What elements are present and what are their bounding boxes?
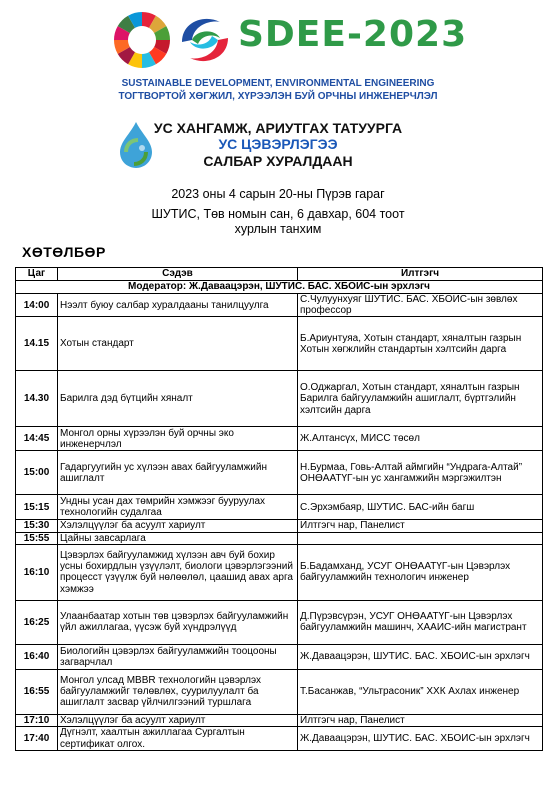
- session-venue: ШУТИС, Төв номын сан, 6 давхар, 604 тоот: [151, 207, 405, 221]
- subtitle-english: SUSTAINABLE DEVELOPMENT, ENVIRONMENTAL ENGINEERING: [121, 78, 435, 89]
- moderator-row: [16, 281, 543, 294]
- time-cell: 17:10: [16, 714, 58, 726]
- session-venue-room: хурлын танхим: [234, 222, 322, 236]
- speaker-cell: Илтгэгч нар, Панелист: [298, 714, 543, 726]
- topic-cell: Монгол улсад MBBR технологийн цэвэрлэх байгууламжийг төлөвлөх, суурилуулалт ба ашиглалт засвар үйлчилгээний туршлага: [58, 669, 298, 714]
- topic-cell: Хэлэлцүүлэг ба асуулт хариулт: [58, 520, 298, 532]
- topic-cell: Нээлт буюу салбар хуралдааны танилцуулга: [58, 294, 298, 317]
- table-row: [16, 600, 543, 644]
- time-cell: 14.30: [16, 371, 58, 427]
- time-cell: 15:55: [16, 532, 58, 544]
- speaker-cell: Т.Басанжав, “Ультрасоник” ХХК Ахлах инженер: [298, 669, 543, 714]
- speaker-cell: Д.Пүрэвсүрэн, УСУГ ОНӨААТҮГ-ын Цэвэрлэх байгууламжийн машинч, ХААИС-ийн магистрант: [298, 600, 543, 644]
- session-title-line1: УС ХАНГАМЖ, АРИУТГАХ ТАТУУРГА: [153, 120, 403, 136]
- table-row: [16, 317, 543, 371]
- speaker-cell: Илтгэгч нар, Панелист: [298, 520, 543, 532]
- topic-cell: Цайны завсарлага: [58, 532, 298, 544]
- topic-cell: Цэвэрлэх байгууламжид хүлээн авч буй бохир усны бохирдлын үзүүлэлт, биологи цэвэрлэгээний процесст үзүүлж буй нөлөөлөл, цаашид авах арга хэмжээ: [58, 544, 298, 600]
- column-header-topic: Сэдэв: [58, 268, 298, 281]
- speaker-cell: С.Чулуунхуяг ШУТИС. БАС. ХБОИС-ын зөвлөх профессор: [298, 294, 543, 317]
- speaker-cell: О.Оджаргал, Хотын стандарт, хяналтын газрын Барилга байгууламжийн ашиглалт, бүртгэлийн хэлтсийн дарга: [298, 371, 543, 427]
- program-table: [15, 267, 543, 751]
- table-header-row: [16, 268, 543, 281]
- speaker-cell: Б.Бадамханд, УСУГ ОНӨААТҮГ-ын Цэвэрлэх байгууламжийн технологич инженер: [298, 544, 543, 600]
- time-cell: 14:00: [16, 294, 58, 317]
- table-row: [16, 371, 543, 427]
- topic-cell: Биологийн цэвэрлэх байгууламжийн тооцооны загварчлал: [58, 644, 298, 669]
- time-cell: 15:00: [16, 451, 58, 495]
- speaker-cell: Ж.Даваацэрэн, ШУТИС. БАС. ХБОИС-ын эрхлэгч: [298, 727, 543, 751]
- swirl-emblem-icon: [174, 12, 236, 68]
- time-cell: 16:55: [16, 669, 58, 714]
- topic-cell: Дүгнэлт, хаалтын ажиллагаа Сургалтын сертификат олгох.: [58, 727, 298, 751]
- subtitle-mongolian: ТОГТВОРТОЙ ХӨГЖИЛ, ХҮРЭЭЛЭН БУЙ ОРЧНЫ ИНЖЕНЕРЧЛЭЛ: [118, 91, 438, 102]
- table-row: [16, 669, 543, 714]
- speaker-cell: Н.Бурмаа, Говь-Алтай аймгийн “Ундрага-Алтай” ОНӨААТҮГ-ын ус хангамжийн мэргэжилтэн: [298, 451, 543, 495]
- speaker-cell: Ж.Даваацэрэн, ШУТИС. БАС. ХБОИС-ын эрхлэгч: [298, 644, 543, 669]
- session-date: 2023 оны 4 сарын 20-ны Пүрэв гараг: [171, 187, 385, 201]
- table-row: [16, 532, 543, 544]
- table-row: [16, 451, 543, 495]
- time-cell: 16:25: [16, 600, 58, 644]
- table-row: [16, 427, 543, 451]
- speaker-cell: Ж.Алтансүх, МИСС төсөл: [298, 427, 543, 451]
- topic-cell: Улаанбаатар хотын төв цэвэрлэх байгууламжийн үйл ажиллагаа, үүсэж буй хүндрэлүүд: [58, 600, 298, 644]
- time-cell: 15:30: [16, 520, 58, 532]
- time-cell: 17:40: [16, 727, 58, 751]
- topic-cell: Хэлэлцүүлэг ба асуулт хариулт: [58, 714, 298, 726]
- session-title-line2: УС ЦЭВЭРЛЭГЭЭ: [218, 136, 338, 152]
- topic-cell: Ундны усан дах төмрийн хэмжээг бууруулах технологийн судалгаа: [58, 495, 298, 520]
- speaker-cell: [298, 532, 543, 544]
- topic-cell: Хотын стандарт: [58, 317, 298, 371]
- table-row: [16, 520, 543, 532]
- time-cell: 16:40: [16, 644, 58, 669]
- conference-header: [0, 0, 556, 112]
- time-cell: 16:10: [16, 544, 58, 600]
- topic-cell: Монгол орны хүрээлэн буй орчны эко инженерчлэл: [58, 427, 298, 451]
- moderator-cell: Модератор: Ж.Даваацэрэн, ШУТИС. БАС. ХБОИС-ын эрхлэгч: [16, 281, 543, 294]
- table-row: [16, 294, 543, 317]
- column-header-time: Цаг: [16, 268, 58, 281]
- program-title: ХӨТӨЛБӨР: [22, 244, 106, 260]
- time-cell: 14.15: [16, 317, 58, 371]
- topic-cell: Барилга дэд бүтцийн хяналт: [58, 371, 298, 427]
- column-header-speaker: Илтгэгч: [298, 268, 543, 281]
- time-cell: 15:15: [16, 495, 58, 520]
- speaker-cell: Б.Ариунтуяа, Хотын стандарт, хяналтын газрын Хотын хөгжлийн стандартын хэлтсийн дарга: [298, 317, 543, 371]
- table-row: [16, 644, 543, 669]
- brand-title: SDEE-2023: [238, 14, 468, 55]
- speaker-cell: С.Эрхэмбаяр, ШУТИС. БАС-ийн багш: [298, 495, 543, 520]
- table-row: [16, 495, 543, 520]
- session-title-line3: САЛБАР ХУРАЛДААН: [203, 153, 353, 169]
- table-row: [16, 544, 543, 600]
- table-row: [16, 727, 543, 751]
- topic-cell: Гадаргуугийн ус хүлээн авах байгууламжийн ашиглалт: [58, 451, 298, 495]
- table-row: [16, 714, 543, 726]
- sdg-wheel-logo-icon: [112, 10, 172, 70]
- time-cell: 14:45: [16, 427, 58, 451]
